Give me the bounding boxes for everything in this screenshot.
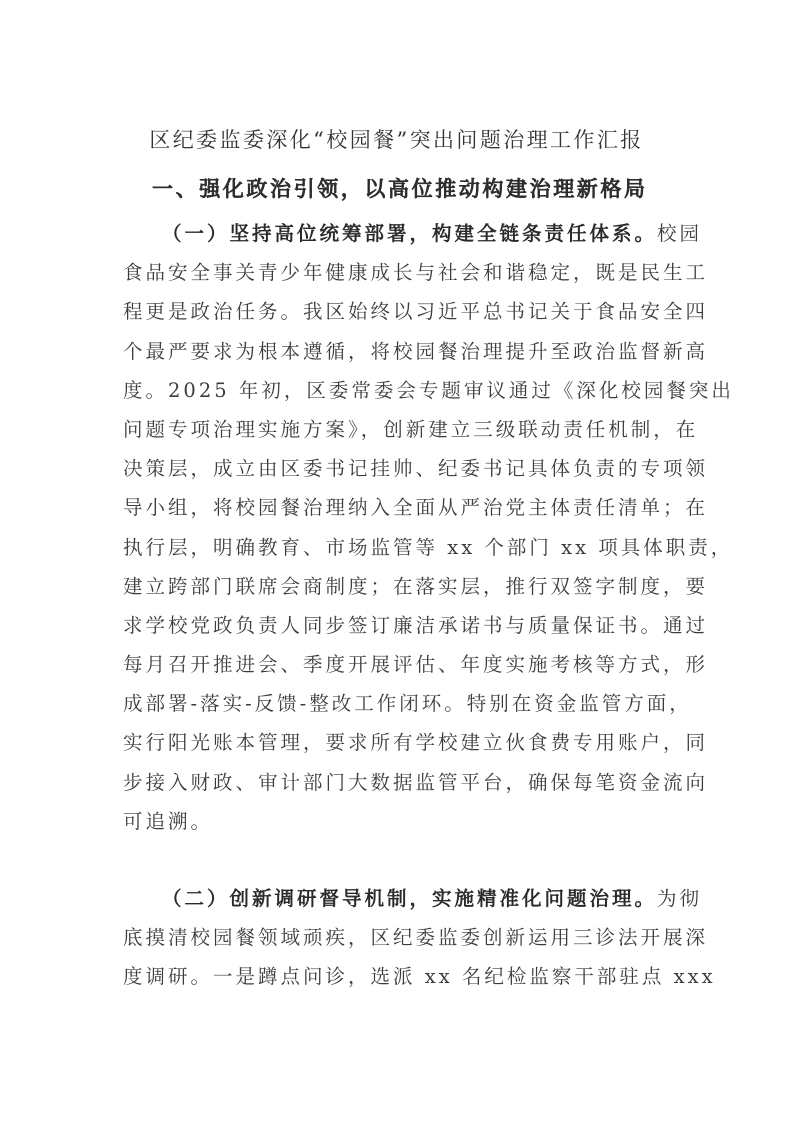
paragraph-line: 食品安全事关青少年健康成长与社会和谐稳定，既是民生工 <box>123 261 709 285</box>
paragraph-line: 底摸清校园餐领域顽疾，区纪委监委创新运用三诊法开展深 <box>123 926 709 950</box>
paragraph-line: 导小组，将校园餐治理纳入全面从严治党主体责任清单；在 <box>123 496 709 520</box>
paragraph-line: 成部署-落实-反馈-整改工作闭环。特别在资金监管方面， <box>123 692 692 716</box>
paragraph-line: 执行层，明确教育、市场监管等 xx 个部门 xx 项具体职责， <box>123 535 734 559</box>
paragraph-line: 步接入财政、审计部门大数据监管平台，确保每笔资金流向 <box>123 770 709 794</box>
paragraph-line: 求学校党政负责人同步签订廉洁承诺书与质量保证书。通过 <box>123 613 709 637</box>
paragraph-1 <box>123 214 734 841</box>
paragraph-line: 度。2025 年初，区委常委会专题审议通过《深化校园餐突出 <box>123 378 734 402</box>
paragraph-1-lead: （一）坚持高位统筹部署，构建全链条责任体系。 <box>162 222 658 245</box>
paragraph-2-lead: （二）创新调研督导机制，实施精准化问题治理。 <box>162 887 658 910</box>
paragraph-line: 个最严要求为根本遵循，将校园餐治理提升至政治监督新高 <box>123 339 709 363</box>
paragraph-2-first-line <box>123 879 703 918</box>
section-heading-1: 一、强化政治引领，以高位推动构建治理新格局 <box>152 176 648 201</box>
paragraph-line: 建立跨部门联席会商制度；在落实层，推行双签字制度，要 <box>123 574 709 598</box>
paragraph-line: 实行阳光账本管理，要求所有学校建立伙食费专用账户，同 <box>123 731 709 755</box>
document-title: 区纪委监委深化“校园餐”突出问题治理工作汇报 <box>149 128 644 152</box>
paragraph-line: 程更是政治任务。我区始终以习近平总书记关于食品安全四 <box>123 300 709 324</box>
paragraph-line: 可追溯。 <box>123 809 214 833</box>
paragraph-line: 每月召开推进会、季度开展评估、年度实施考核等方式，形 <box>123 653 709 677</box>
paragraph-line: 问题专项治理实施方案》，创新建立三级联动责任机制，在 <box>123 417 699 441</box>
paragraph-1-first-line <box>123 214 703 253</box>
paragraph-2-first-line-rest: 为彻 <box>657 887 703 910</box>
paragraph-1-first-line-rest: 校园 <box>657 222 703 245</box>
paragraph-line: 度调研。一是蹲点问诊，选派 xx 名纪检监察干部驻点 xxx <box>123 965 716 989</box>
paragraph-2 <box>123 879 716 997</box>
paragraph-line: 决策层，成立由区委书记挂帅、纪委书记具体负责的专项领 <box>123 457 709 481</box>
